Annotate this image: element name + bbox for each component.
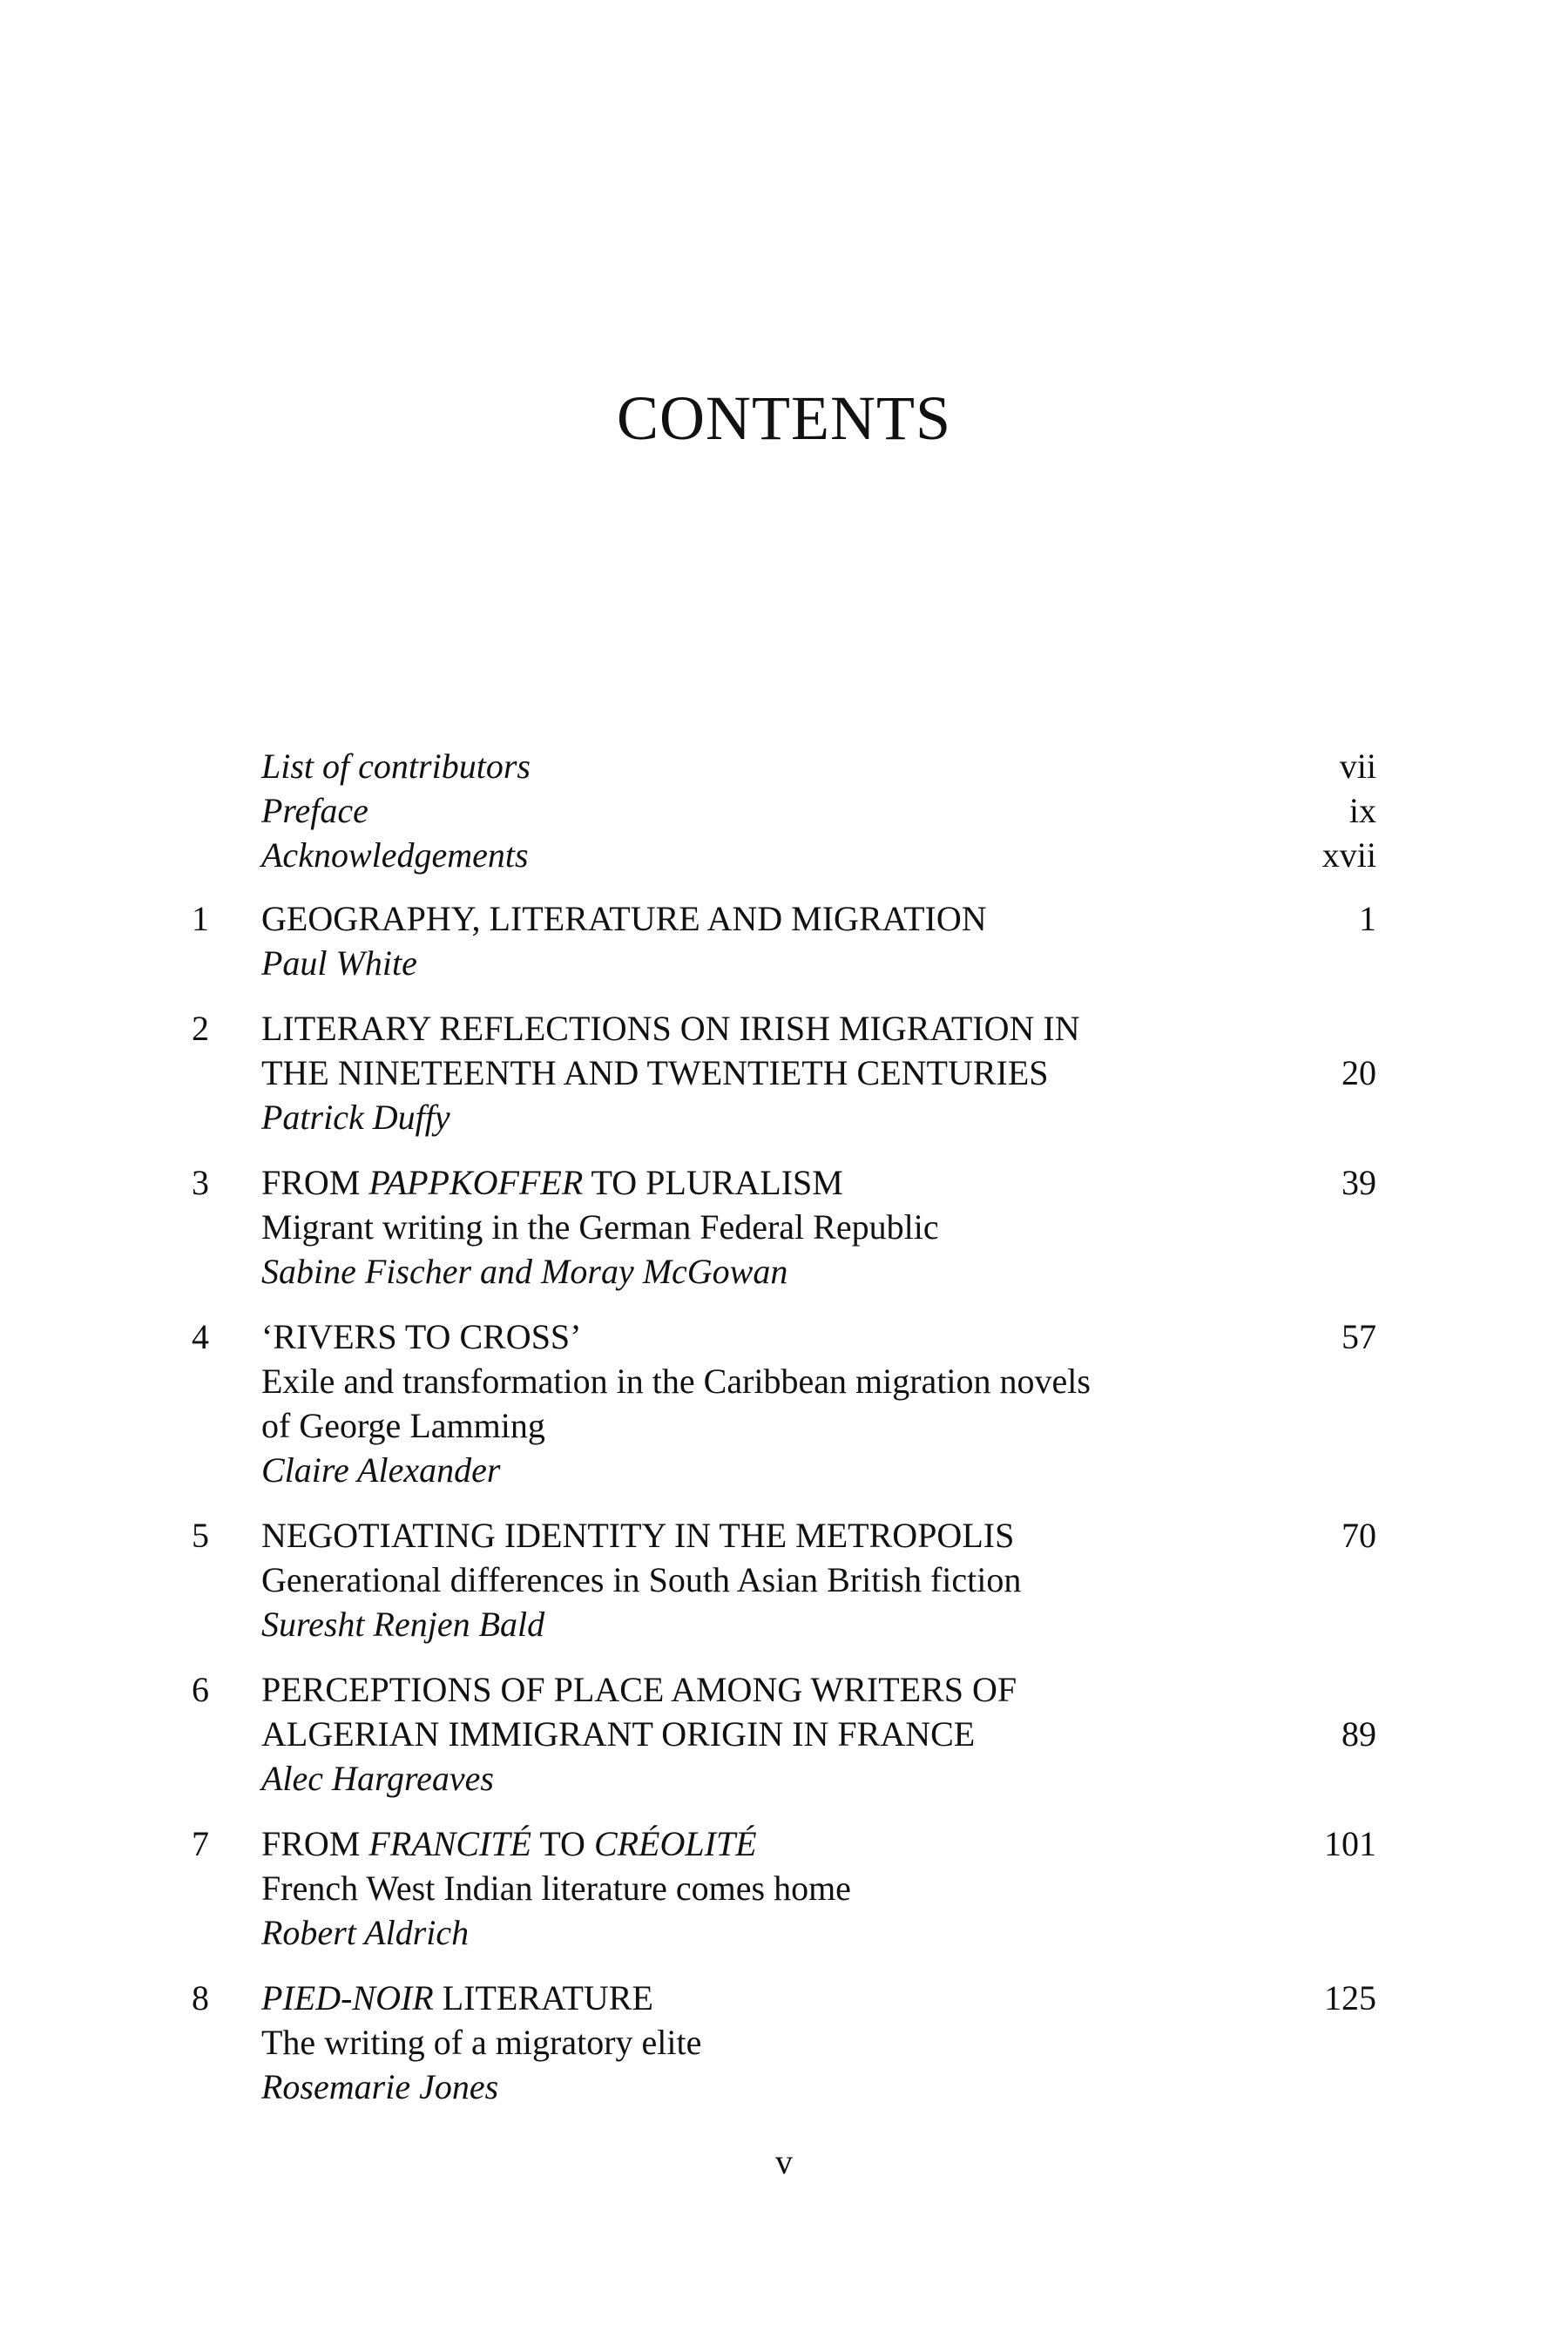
chapter-line-text — [261, 1051, 1263, 1095]
chapter-line-text — [261, 1976, 1263, 2020]
chapter-number: 3 — [192, 1163, 209, 1202]
roman-text: TO — [531, 1824, 594, 1863]
chapter-entry — [192, 896, 1376, 985]
entry-number-blank — [192, 1249, 261, 1294]
entry-page-number — [1263, 1667, 1376, 1712]
roman-text: Exile and transformation in the Caribbean migration novels — [261, 1362, 1091, 1401]
italic-text: Patrick Duffy — [261, 1098, 450, 1137]
chapter-line-text — [261, 1249, 1263, 1294]
italic-text: Suresht Renjen Bald — [261, 1605, 545, 1644]
entry-number-blank — [192, 788, 261, 833]
entry-page-number — [1263, 1403, 1376, 1448]
italic-text: Paul White — [261, 943, 417, 983]
front-matter-title: Acknowledgements — [261, 835, 529, 875]
chapter-line — [192, 2020, 1376, 2065]
entry-number-blank — [192, 833, 261, 877]
roman-text: GEOGRAPHY, LITERATURE AND MIGRATION — [261, 899, 987, 938]
chapter-line-text — [261, 1866, 1263, 1910]
chapter-line-text — [261, 1667, 1263, 1712]
chapter-line — [192, 1712, 1376, 1756]
roman-text: French West Indian literature comes home — [261, 1869, 851, 1908]
entry-page-number — [1263, 941, 1376, 985]
chapter-line-text — [261, 1359, 1263, 1403]
entry-number-blank — [192, 2065, 261, 2109]
entry-page-number — [1263, 1006, 1376, 1051]
chapter-line-text — [261, 1756, 1263, 1801]
chapter-number: 7 — [192, 1824, 209, 1863]
entry-number-blank — [192, 1712, 261, 1756]
chapter-line-text — [261, 1205, 1263, 1249]
entry-page-number: ix — [1348, 791, 1376, 830]
entry-number-blank — [192, 1403, 261, 1448]
italic-text: CRÉOLITÉ — [593, 1824, 757, 1863]
entry-page-number — [1263, 1756, 1376, 1801]
roman-text: ALGERIAN IMMIGRANT ORIGIN IN FRANCE — [261, 1714, 976, 1754]
roman-text: Migrant writing in the German Federal Republic — [261, 1207, 939, 1247]
front-matter-item — [192, 788, 1376, 833]
chapter-line — [192, 1821, 1376, 1866]
entry-page-number — [1263, 1249, 1376, 1294]
chapter-line-text — [261, 1821, 1263, 1866]
chapter-line — [192, 896, 1376, 941]
chapter-number: 2 — [192, 1009, 209, 1048]
chapter-line — [192, 1160, 1376, 1205]
entry-number-blank — [192, 941, 261, 985]
chapter-line-text — [261, 941, 1263, 985]
chapter-entry — [192, 1667, 1376, 1801]
front-matter-item — [192, 833, 1376, 877]
chapter-line — [192, 1359, 1376, 1403]
roman-text: The writing of a migratory elite — [261, 2023, 702, 2062]
roman-text: PERCEPTIONS OF PLACE AMONG WRITERS OF — [261, 1670, 1017, 1709]
chapter-line — [192, 1513, 1376, 1558]
chapter-entry — [192, 1315, 1376, 1492]
entry-page-number — [1263, 1448, 1376, 1492]
entry-page-number — [1263, 1095, 1376, 1139]
chapter-line — [192, 1667, 1376, 1712]
entry-page-number: 70 — [1342, 1516, 1376, 1555]
chapter-line-text — [261, 2065, 1263, 2109]
chapter-entry — [192, 1160, 1376, 1294]
entry-page-number: 20 — [1342, 1053, 1376, 1092]
roman-text: LITERARY REFLECTIONS ON IRISH MIGRATION IN — [261, 1009, 1080, 1048]
entry-page-number — [1263, 1558, 1376, 1602]
roman-text: TO PLURALISM — [583, 1163, 843, 1202]
entry-number-blank — [192, 1095, 261, 1139]
chapter-line-text — [261, 1712, 1263, 1756]
roman-text: LITERATURE — [433, 1978, 653, 2017]
entry-page-number — [1263, 1866, 1376, 1910]
chapter-line — [192, 1006, 1376, 1051]
chapter-line — [192, 1602, 1376, 1646]
entry-page-number: 57 — [1342, 1317, 1376, 1356]
italic-text: Robert Aldrich — [261, 1913, 470, 1952]
entry-number-blank — [192, 1756, 261, 1801]
chapter-line — [192, 1866, 1376, 1910]
chapter-entry — [192, 1513, 1376, 1646]
entry-number-blank — [192, 1602, 261, 1646]
chapter-number: 8 — [192, 1978, 209, 2017]
chapter-number: 4 — [192, 1317, 209, 1356]
chapter-line — [192, 1205, 1376, 1249]
chapter-line — [192, 1095, 1376, 1139]
chapter-line-text — [261, 1602, 1263, 1646]
front-matter-title: Preface — [261, 791, 368, 830]
chapter-line — [192, 1051, 1376, 1095]
italic-text: Alec Hargreaves — [261, 1759, 494, 1798]
entry-number-blank — [192, 1051, 261, 1095]
chapter-number: 1 — [192, 899, 209, 938]
italic-text: PIED-NOIR — [261, 1978, 434, 2017]
roman-text: NEGOTIATING IDENTITY IN THE METROPOLIS — [261, 1516, 1015, 1555]
front-matter-list — [192, 744, 1376, 877]
entry-number-blank — [192, 744, 261, 788]
entry-number-blank — [192, 2020, 261, 2065]
entry-number-blank — [192, 1910, 261, 1955]
chapter-line-text — [261, 1006, 1263, 1051]
entry-page-number — [1263, 1602, 1376, 1646]
entry-page-number: 125 — [1324, 1978, 1376, 2017]
table-of-contents — [192, 744, 1376, 2109]
chapter-entry — [192, 1821, 1376, 1955]
chapter-line-text — [261, 1448, 1263, 1492]
entry-page-number: 89 — [1342, 1714, 1376, 1754]
chapter-line — [192, 2065, 1376, 2109]
roman-text: ‘RIVERS TO CROSS’ — [261, 1317, 582, 1356]
entry-page-number: xvii — [1321, 835, 1376, 875]
chapter-line-text — [261, 1095, 1263, 1139]
chapter-line — [192, 1249, 1376, 1294]
italic-text: Sabine Fischer and Moray McGowan — [261, 1252, 788, 1291]
entry-page-number — [1263, 2065, 1376, 2109]
italic-text: PAPPKOFFER — [368, 1163, 584, 1202]
entry-page-number: 1 — [1359, 899, 1376, 938]
chapter-line — [192, 1756, 1376, 1801]
entry-page-number: vii — [1339, 747, 1376, 786]
page-number-folio: v — [775, 2142, 793, 2181]
entry-page-number: 101 — [1324, 1824, 1376, 1863]
roman-text: Generational differences in South Asian British fiction — [261, 1560, 1022, 1599]
chapter-line-text — [261, 1315, 1263, 1359]
chapter-line-text — [261, 1160, 1263, 1205]
chapter-line-text — [261, 896, 1263, 941]
entry-number-blank — [192, 1205, 261, 1249]
entry-page-number — [1263, 1359, 1376, 1403]
chapter-line — [192, 1403, 1376, 1448]
chapter-number: 6 — [192, 1670, 209, 1709]
entry-number-blank — [192, 1448, 261, 1492]
contents-heading: CONTENTS — [617, 383, 951, 453]
italic-text: Claire Alexander — [261, 1450, 501, 1490]
chapter-line-text — [261, 1558, 1263, 1602]
chapter-line-text — [261, 2020, 1263, 2065]
entry-page-number — [1263, 1910, 1376, 1955]
chapter-line-text — [261, 1910, 1263, 1955]
entry-number-blank — [192, 1558, 261, 1602]
roman-text: FROM — [261, 1163, 369, 1202]
chapter-number: 5 — [192, 1516, 209, 1555]
roman-text: FROM — [261, 1824, 369, 1863]
chapter-line — [192, 1315, 1376, 1359]
chapter-line — [192, 1448, 1376, 1492]
entry-number-blank — [192, 1866, 261, 1910]
chapter-line-text — [261, 1403, 1263, 1448]
roman-text: THE NINETEENTH AND TWENTIETH CENTURIES — [261, 1053, 1049, 1092]
italic-text: FRANCITÉ — [368, 1824, 532, 1863]
front-matter-item — [192, 744, 1376, 788]
chapter-line — [192, 1558, 1376, 1602]
entry-page-number — [1263, 2020, 1376, 2065]
entry-page-number: 39 — [1342, 1163, 1376, 1202]
italic-text: Rosemarie Jones — [261, 2067, 499, 2106]
chapter-line — [192, 1976, 1376, 2020]
chapter-entry — [192, 1006, 1376, 1139]
front-matter-title: List of contributors — [261, 747, 531, 786]
entry-page-number — [1263, 1205, 1376, 1249]
chapter-line — [192, 1910, 1376, 1955]
entry-number-blank — [192, 1359, 261, 1403]
chapter-entry — [192, 1976, 1376, 2109]
roman-text: of George Lamming — [261, 1406, 545, 1445]
chapter-list — [192, 896, 1376, 2109]
chapter-line-text — [261, 1513, 1263, 1558]
chapter-line — [192, 941, 1376, 985]
